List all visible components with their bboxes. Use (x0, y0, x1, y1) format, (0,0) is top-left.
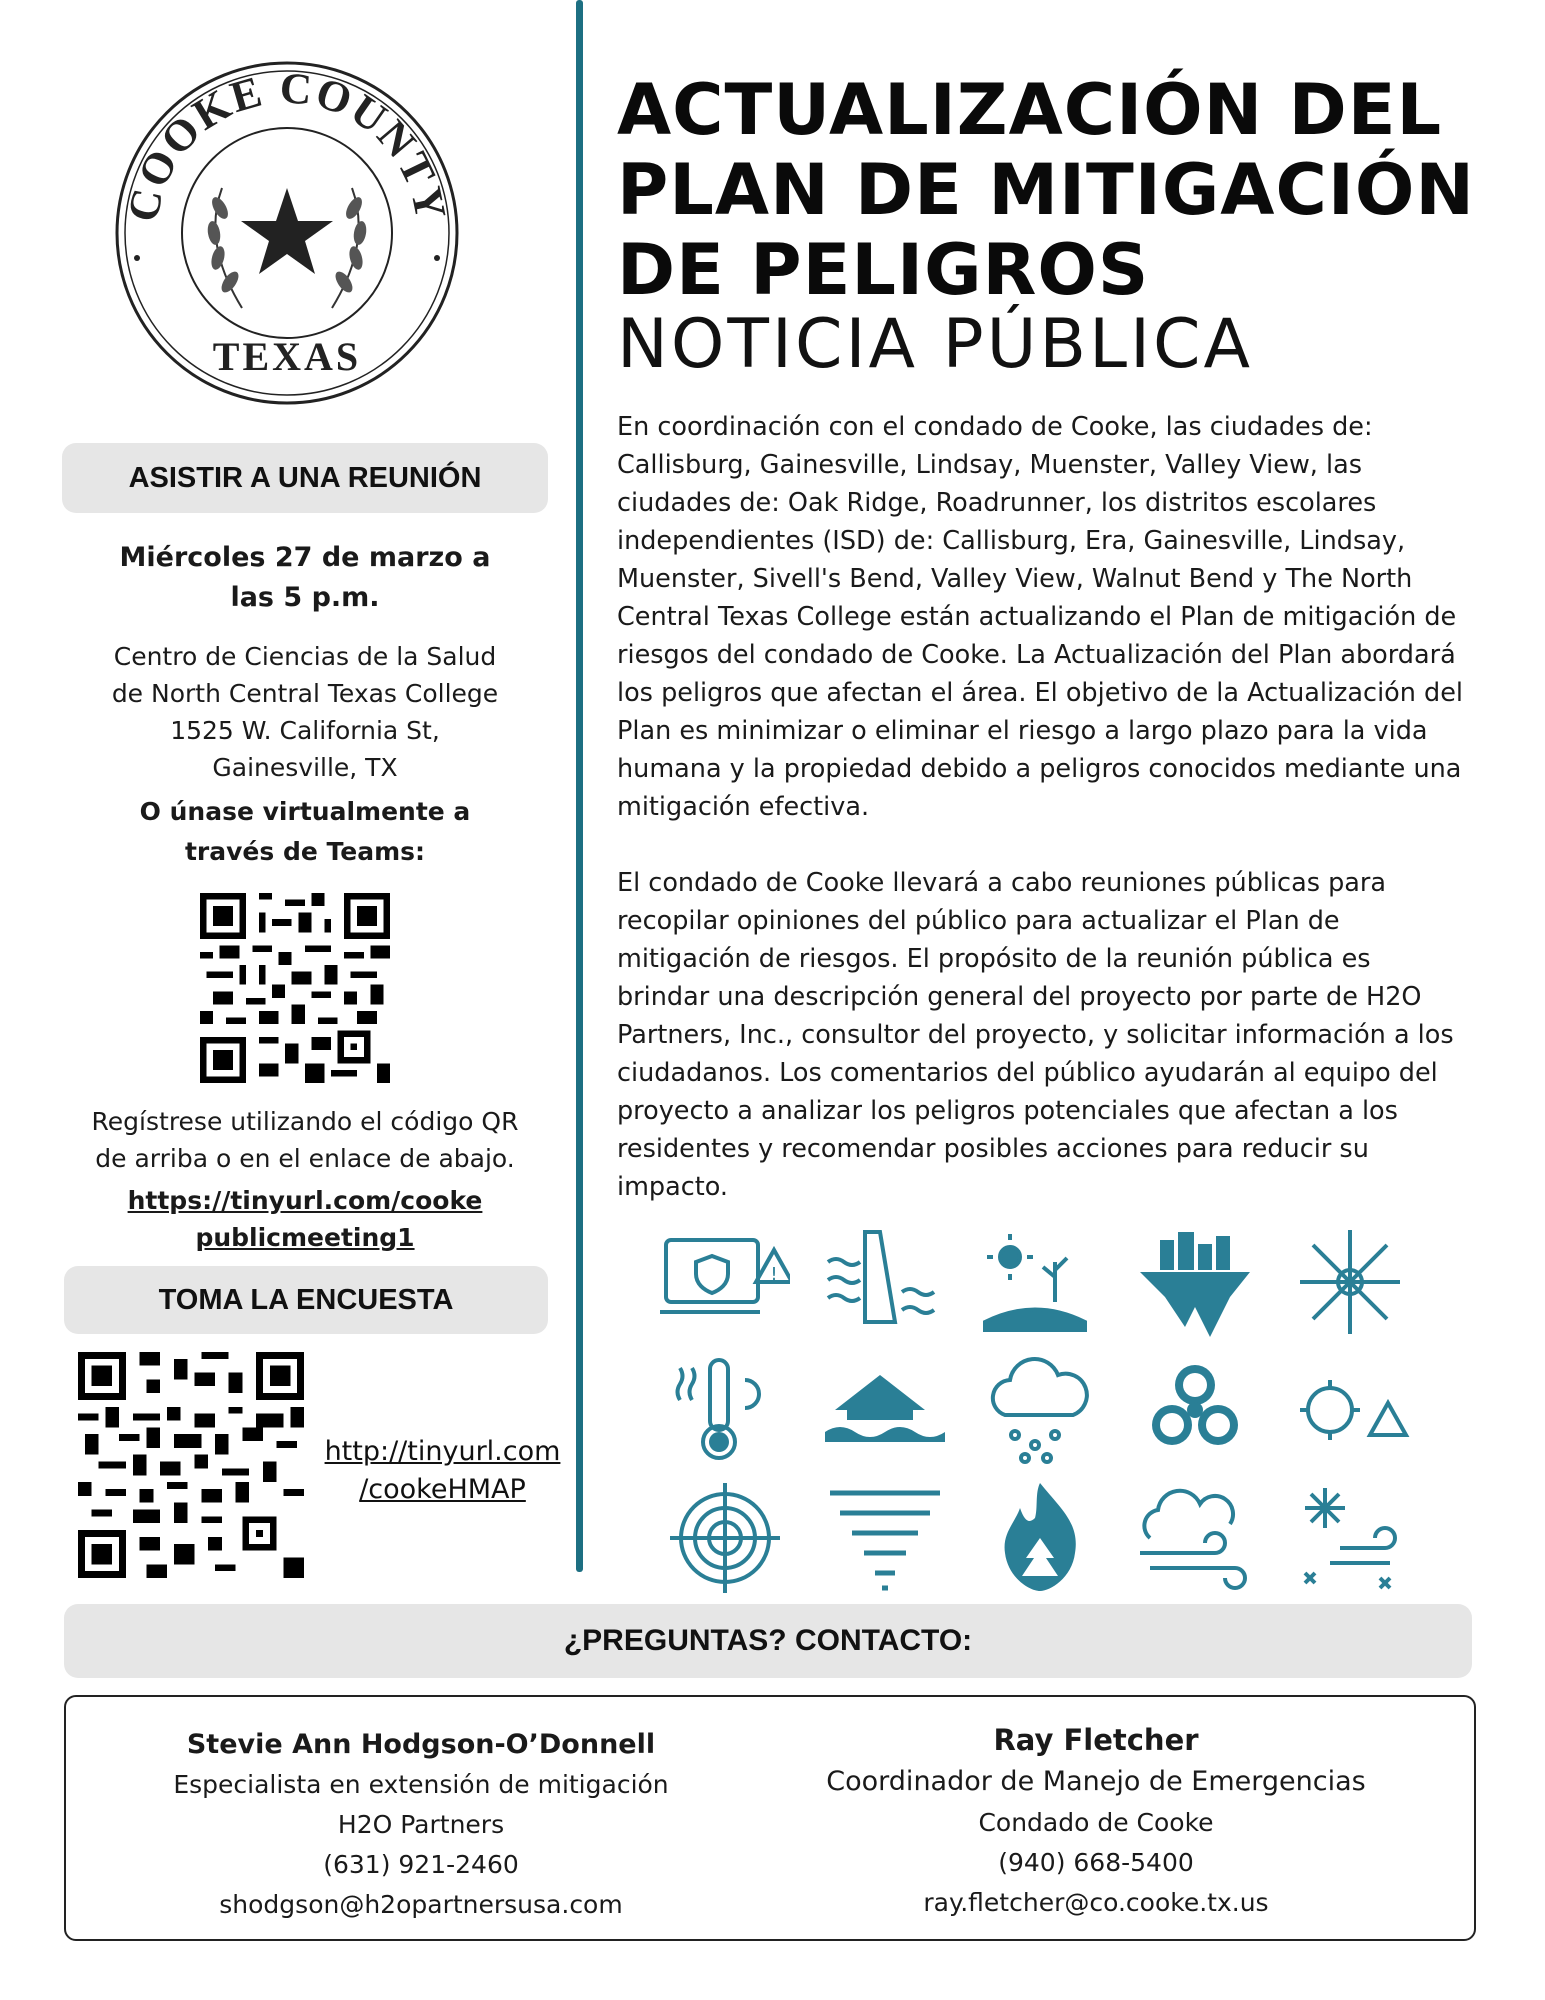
dam-failure-icon (820, 1222, 950, 1342)
teams-qr-code[interactable] (200, 893, 390, 1083)
cyber-attack-icon (660, 1222, 790, 1342)
contact-1-role: Especialista en extensión de mitigación (173, 1770, 669, 1799)
survey-link-line-2[interactable]: /cookeHMAP (359, 1474, 526, 1505)
contact-person-1 (126, 1725, 716, 1925)
register-note-line-1: Regístrese utilizando el código QR (91, 1107, 519, 1136)
body-paragraph-1: En coordinación con el condado de Cooke, las ciudades de: Callisburg, Gainesville, Lindsay, Muenster, Valley View, las ciudades de: Oak Ridge, Roadrunner, los distritos escolares independientes (ISD) de: Callisburg, Era, Gainesville, Lindsay, Muenster, Sivell's Bend, Valley View, Walnut Bend y The North Central Texas College están actualizando el Plan de mitigación de riesgos del condado de Cooke. La Actualización del Plan abordará los peligros que afectan el área. El objetivo de la Actualización del Plan es minimizar o eliminar el riesgo a largo plazo para la vida humana y la propiedad debido a peligros conocidos mediante una mitigación efectiva. (617, 412, 1463, 822)
survey-link-line-1[interactable]: http://tinyurl.com (324, 1436, 561, 1467)
contact-1-email[interactable]: shodgson@h2opartnersusa.com (219, 1890, 623, 1919)
virtual-note-line-1: O únase virtualmente a (139, 797, 471, 826)
cooke-county-seal (112, 58, 462, 408)
extreme-heat-icon (660, 1350, 790, 1470)
survey-qr-code[interactable] (78, 1352, 304, 1578)
contact-2-email[interactable]: ray.fletcher@co.cooke.tx.us (923, 1888, 1269, 1917)
earthquake-icon (1130, 1222, 1260, 1342)
contact-1-org: H2O Partners (337, 1810, 505, 1839)
contact-person-2 (776, 1719, 1416, 1923)
page-title (617, 70, 1517, 310)
meeting-location-line-1: Centro de Ciencias de la Salud (113, 642, 497, 671)
survey-header: TOMA LA ENCUESTA (64, 1266, 548, 1334)
title-line-1: ACTUALIZACIÓN DEL (617, 69, 1443, 151)
extreme-cold-icon (1285, 1222, 1415, 1342)
contact-2-org: Condado de Cooke (978, 1808, 1214, 1837)
meeting-location-line-4: Gainesville, TX (212, 753, 398, 782)
winter-storm-icon (1285, 1478, 1415, 1598)
terrorism-icon (660, 1478, 790, 1598)
page-subtitle: NOTICIA PÚBLICA (617, 305, 1254, 384)
virtual-note-line-2: través de Teams: (184, 837, 426, 866)
meeting-date-line-2: las 5 p.m. (230, 582, 380, 613)
wildfire-icon (975, 1478, 1105, 1598)
register-note-line-2: de arriba o en el enlace de abajo. (95, 1144, 515, 1173)
meeting-link-line-1[interactable]: https://tinyurl.com/cooke (127, 1186, 483, 1215)
meeting-location (60, 638, 550, 786)
meeting-link-line-2[interactable]: publicmeeting1 (195, 1223, 415, 1252)
body-paragraph-2: El condado de Cooke llevará a cabo reuniones públicas para recopilar opiniones del público para actualizar el Plan de mitigación de riesgos. El propósito de la reunión pública es brindar una descripción general del proyecto por parte de H2O Partners, Inc., consultor del proyecto, y solicitar información a los ciudadanos. Los comentarios del público ayudarán al equipo del proyecto a analizar los peligros potenciales que afectan a los residentes y recomendar posibles acciones para reducir su impacto. (617, 868, 1454, 1202)
drought-icon (975, 1222, 1105, 1342)
pandemic-icon (1285, 1350, 1415, 1470)
contact-header: ¿PREGUNTAS? CONTACTO: (64, 1604, 1472, 1678)
contact-box (64, 1695, 1476, 1941)
title-line-3: DE PELIGROS (617, 229, 1150, 311)
column-divider (576, 0, 583, 1572)
contact-1-phone[interactable]: (631) 921-2460 (323, 1850, 519, 1879)
flood-icon (820, 1350, 950, 1470)
seal-bottom-text: TEXAS (212, 334, 362, 379)
register-note (60, 1103, 550, 1177)
hazardous-materials-icon (1130, 1350, 1260, 1470)
contact-2-name: Ray Fletcher (993, 1723, 1199, 1757)
hail-icon (975, 1350, 1105, 1470)
meeting-location-line-2: de North Central Texas College (111, 679, 499, 708)
wind-icon (1130, 1478, 1260, 1598)
meeting-location-line-3: 1525 W. California St, (170, 716, 440, 745)
survey-link[interactable] (315, 1433, 570, 1509)
title-line-2: PLAN DE MITIGACIÓN (617, 149, 1475, 231)
meeting-link[interactable] (60, 1182, 550, 1256)
seal-top-text: COOKE COUNTY (118, 63, 456, 226)
contact-1-name: Stevie Ann Hodgson-O’Donnell (186, 1729, 656, 1760)
virtual-note (60, 792, 550, 872)
meeting-date-line-1: Miércoles 27 de marzo a (119, 542, 491, 573)
contact-2-role: Coordinador de Manejo de Emergencias (826, 1766, 1366, 1797)
meeting-date (60, 538, 550, 618)
contact-2-phone[interactable]: (940) 668-5400 (998, 1848, 1194, 1877)
svg-text:!: ! (770, 1264, 778, 1285)
meeting-header: ASISTIR A UNA REUNIÓN (62, 443, 548, 513)
tornado-icon (820, 1478, 950, 1598)
